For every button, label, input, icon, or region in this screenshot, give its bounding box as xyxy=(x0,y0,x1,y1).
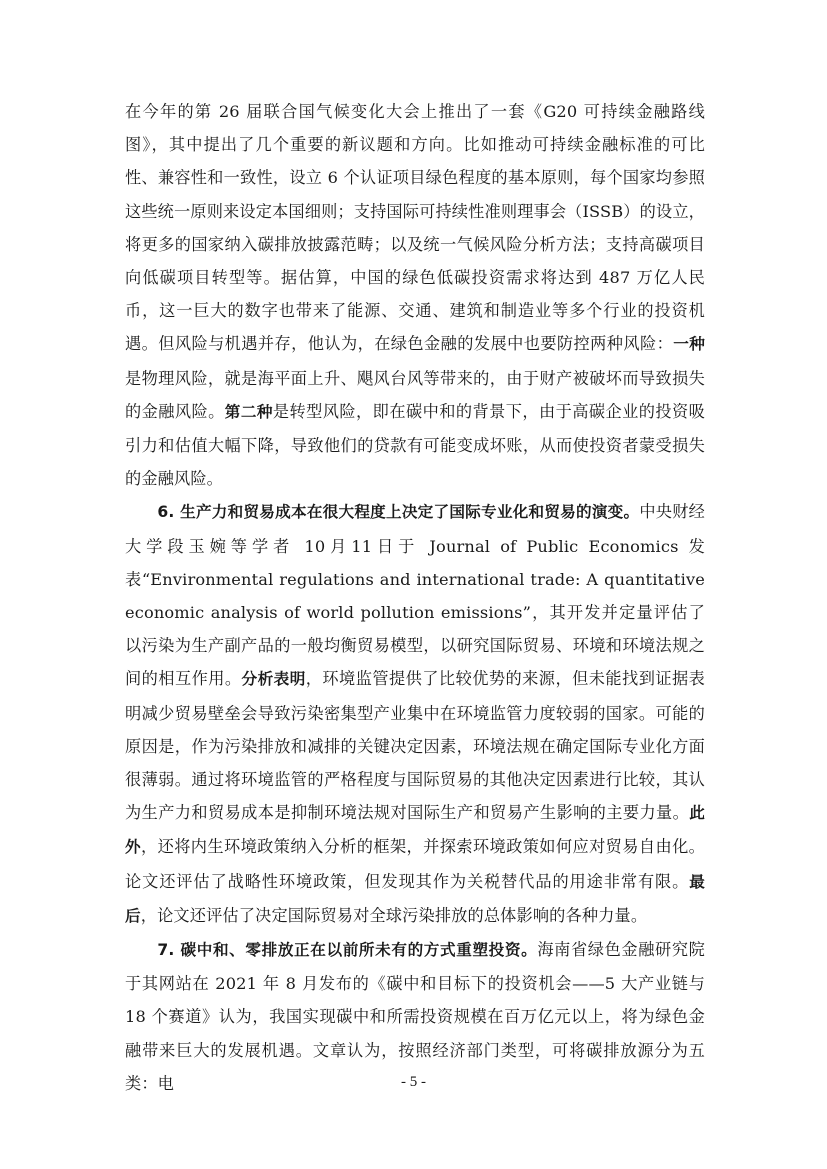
bold-text-run: 此外 xyxy=(125,804,705,857)
text-run: 海南省绿色金融研究院于其网站在 2021 年 8 月发布的《碳中和目标下的投资机会——5 大产业链与 18 个赛道》认为，我国实现碳中和所需投资规模在百万亿元以上，将为绿色金融带来巨大的发展机遇。文章认为，按照经济部门类型，可将碳排放源分为五类：电 xyxy=(125,940,706,1093)
bold-text-run: 第二种 xyxy=(224,402,273,421)
text-run: ，还将内生环境政策纳入分析的框架，并探索环境政策如何应对贸易自由化。论文还评估了战略性环境政策，但发现其作为关税替代品的用途非常有限。 xyxy=(125,837,705,891)
text-run: 是物理风险，就是海平面上升、飓风台风等带来的，由于财产被破坏而导致损失的金融风险。 xyxy=(125,368,705,421)
text-run: 是转型风险，即在碳中和的背景下，由于高碳企业的投资吸引力和估值大幅下降，导致他们的贷款有可能变成坏账，从而使投资者蒙受损失的金融风险。 xyxy=(125,401,705,489)
bold-text-run: 一种 xyxy=(673,335,705,354)
bold-text-run: 6. 生产力和贸易成本在很大程度上决定了国际专业化和贸易的演变。 xyxy=(157,503,640,522)
text-run: 在今年的第 26 届联合国气候变化大会上推出了一套《G20 可持续金融路线图》，其中提出了几个重要的新议题和方向。比如推动可持续金融标准的可比性、兼容性和一致性，设立 6 个认证项目绿色程度的基本原则，每个国家均参照这些统一原则来设定本国细则；支持国际可持续性准则理事会（ISSB）的设立，将更多的国家纳入碳排放披露范畴；以及统一气候风险分析方法；支持高碳项目向低碳项目转型等。据估算，中国的绿色低碳投资需求将达到 487 万亿人民币，这一巨大的数字也带来了能源、交通、建筑和制造业等多个行业的投资机遇。但风险与机遇并存，他认为，在绿色金融的发展中也要防控两种风险： xyxy=(125,102,705,354)
document-body xyxy=(125,95,705,1100)
text-run: 中央财经大学段玉婉等学者 10月11日于 Journal of Public Economics 发表“Environmental regulations and international trade: A quantitative economic analysis of world pollution emissions”，其开发并定量评估了以污染为生产副产品的一般均衡贸易模型，以研究国际贸易、环境和环境法规之间的相互作用。 xyxy=(125,502,705,689)
bold-text-run: 分析表明 xyxy=(241,670,306,689)
bold-text-run: 7. 碳中和、零排放正在以前所未有的方式重塑投资。 xyxy=(157,941,538,960)
paragraph xyxy=(125,95,705,495)
bold-text-run: 最后 xyxy=(125,872,705,925)
text-run: ，环境监管提供了比较优势的来源，但未能找到证据表明减少贸易壁垒会导致污染密集型产业集中在环境监管力度较弱的国家。可能的原因是，作为污染排放和减排的关键决定因素，环境法规在确定国际专业化方面很薄弱。通过将环境监管的严格程度与国际贸易的其他决定因素进行比较，其认为生产力和贸易成本是抑制环境法规对国际生产和贸易产生影响的主要力量。 xyxy=(125,669,705,823)
page-number: - 5 - xyxy=(401,1074,426,1090)
text-run: ，论文还评估了决定国际贸易对全球污染排放的总体影响的各种力量。 xyxy=(140,905,648,925)
paragraph xyxy=(125,495,705,933)
